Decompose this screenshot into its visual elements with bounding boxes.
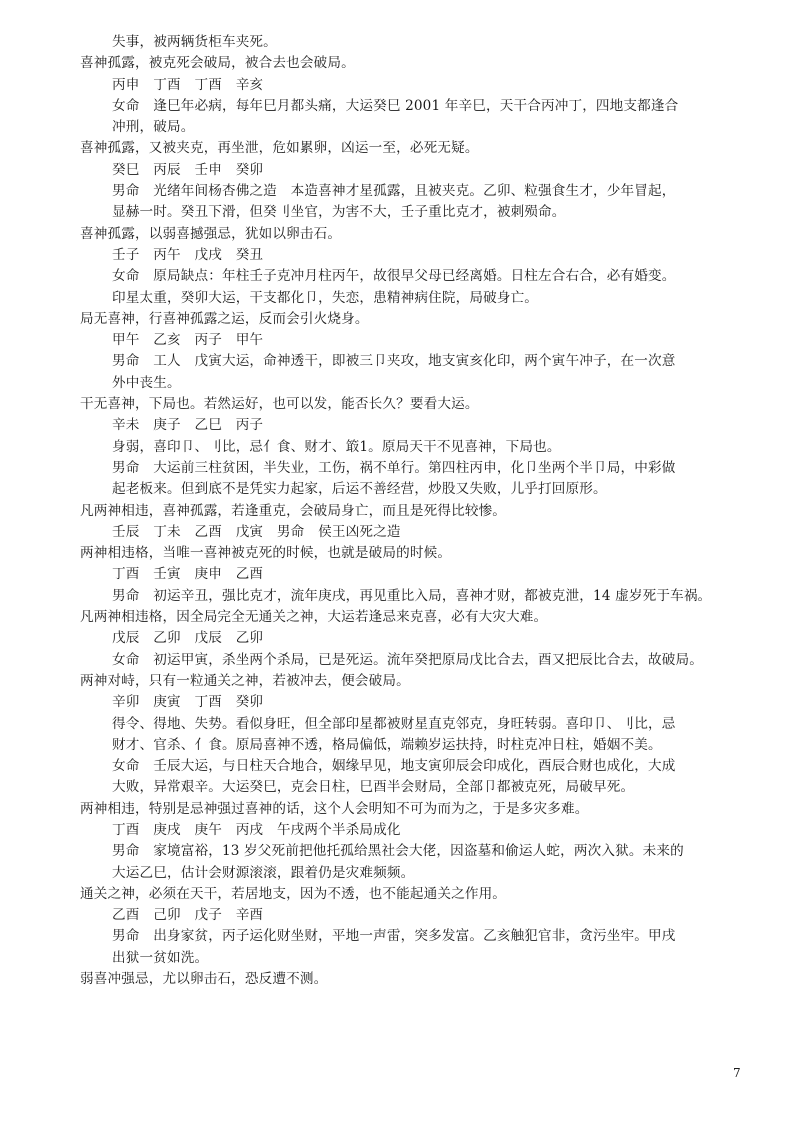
case-line: 男命 光绪年间杨杏佛之造 本造喜神才星孤露，且被夹克。乙卯、粒强食生才，少年冒起， bbox=[112, 183, 676, 200]
text-line: 失事，被两辆货柜车夹死。 bbox=[112, 34, 277, 50]
bazi-pillars-line: 辛未 庚子 乙巳 丙子 bbox=[112, 417, 264, 434]
text-line: 大运乙巳，估计会财源滚滚，跟着仍是灾难频频。 bbox=[112, 864, 415, 881]
bazi-pillars-line: 壬子 丙午 戊戌 癸丑 bbox=[112, 246, 264, 263]
case-line: 女命 初运甲寅，杀坐两个杀局，已是死运。流年癸把原局戊比合去，酉又把辰比合去，故破局。 bbox=[112, 651, 703, 668]
case-line: 女命 原局缺点：年柱壬子克冲月柱丙午，故很早父母已经离婚。日柱左合右合，必有婚变。 bbox=[112, 268, 676, 285]
principle-line: 弱喜冲强忌，尤以卵击石，恐反遭不测。 bbox=[80, 971, 328, 988]
principle-line: 两神相违格，当唯一喜神被克死的时候，也就是破局的时候。 bbox=[80, 545, 452, 562]
case-line: 男命 家境富裕，13 岁父死前把他托孤给黑社会大佬，因盗墓和偷运人蛇，两次入狱。未来的 bbox=[112, 843, 684, 860]
text-line: 财才、官杀、亻食。原局喜神不透，格局偏低，端赖岁运扶持，时柱克冲日柱，婚姻不美。 bbox=[112, 736, 662, 753]
principle-line: 两神对峙，只有一粒通关之神，若被冲去，便会破局。 bbox=[80, 672, 410, 689]
page-number: 7 bbox=[733, 1066, 741, 1080]
case-line: 男命 工人 戊寅大运，命神透干，即被三卩夹攻，地支寅亥化印，两个寅午冲子，在一次意 bbox=[112, 353, 676, 370]
case-line: 女命 壬辰大运，与日柱天合地合，姻缘早见，地支寅卯辰会印成化，酉辰合财也成化，大成 bbox=[112, 758, 676, 775]
principle-line: 通关之神，必须在天干，若居地支，因为不透，也不能起通关之作用。 bbox=[80, 885, 507, 902]
principle-line: 凡两神相违格，因全局完全无通关之神，大运若逢忌来克喜，必有大灾大难。 bbox=[80, 609, 548, 626]
text-line: 印星太重，癸卯大运，干支都化卩，失恋，患精神病住院，局破身亡。 bbox=[112, 289, 539, 306]
case-line: 女命 逢巳年必病，每年巳月都头痛，大运癸巳 2001 年辛巳，天干合丙冲丁，四地支都逢合 bbox=[112, 97, 679, 114]
principle-line: 局无喜神，行喜神孤露之运，反而会引火烧身。 bbox=[80, 310, 369, 327]
text-line: 冲刑，破局。 bbox=[112, 119, 195, 136]
bazi-pillars-line: 癸巳 丙辰 壬申 癸卯 bbox=[112, 161, 264, 178]
bazi-pillars-line: 戊辰 乙卯 戊辰 乙卯 bbox=[112, 630, 264, 647]
text-line: 出狱一贫如洗。 bbox=[112, 949, 209, 966]
principle-line: 两神相违，特别是忌神强过喜神的话，这个人会明知不可为而为之，于是多灾多难。 bbox=[80, 800, 589, 817]
case-line: 男命 出身家贫，丙子运化财坐财，平地一声雷，突多发富。乙亥触犯官非，贪污坐牢。甲戌 bbox=[112, 928, 676, 945]
case-line: 男命 大运前三柱贫困，半失业，工伤，祸不单行。第四柱丙申，化卩坐两个半卩局，中彩做 bbox=[112, 459, 676, 476]
text-line: 起老板来。但到底不是凭实力起家，后运不善经营，炒股又失败，儿乎打回原形。 bbox=[112, 481, 607, 498]
page-body bbox=[0, 32, 801, 990]
text-line: 外中丧生。 bbox=[112, 374, 181, 391]
text-line: 大败，异常艰辛。大运癸巳，克会日柱，巳酉半会财局，全部卩都被克死，局破早死。 bbox=[112, 779, 635, 796]
text-line: 显赫一时。癸丑下滑，但癸刂坐官，为害不大，壬子重比克才，被刺殒命。 bbox=[112, 204, 566, 221]
case-line: 男命 初运辛丑，强比克才，流年庚戌，再见重比入局，喜神才财，都被克泄，14 虚岁死于车祸。 bbox=[112, 587, 712, 604]
bazi-pillars-line: 丙申 丁酉 丁酉 辛亥 bbox=[112, 76, 264, 93]
bazi-pillars-line: 甲午 乙亥 丙子 甲午 bbox=[112, 332, 264, 349]
bazi-pillars-line: 丁酉 壬寅 庚申 乙酉 bbox=[112, 566, 264, 583]
bazi-pillars-line: 丁酉 庚戌 庚午 丙戌 午戌两个半杀局成化 bbox=[112, 821, 401, 838]
bazi-pillars-line: 乙酉 己卯 戊子 辛酉 bbox=[112, 907, 264, 924]
text-line: 得令、得地、失势。看似身旺，但全部印星都被财星直克邻克，身旺转弱。喜印卩、刂比，忌 bbox=[112, 715, 676, 732]
principle-line: 干无喜神，下局也。若然运好，也可以发，能否长久？要看大运。 bbox=[80, 396, 479, 413]
principle-line: 喜神孤露，被克死会破局，被合去也会破局。 bbox=[80, 55, 355, 72]
text-line: 身弱，喜印卩、刂比，忌亻食、财才、箃1。原局天干不见喜神，下局也。 bbox=[112, 438, 561, 455]
principle-line: 喜神孤露，以弱喜撼强忌，犹如以卵击石。 bbox=[80, 225, 342, 242]
principle-line: 喜神孤露，又被夹克，再坐泄，危如累卵，凶运一至，必死无疑。 bbox=[80, 140, 479, 157]
bazi-pillars-line: 辛卯 庚寅 丁酉 癸卯 bbox=[112, 694, 264, 711]
principle-line: 凡两神相违，喜神孤露，若逢重克，会破局身亡，而且是死得比较惨。 bbox=[80, 502, 507, 519]
bazi-pillars-line: 壬辰 丁未 乙酉 戊寅 男命 侯王凶死之造 bbox=[112, 523, 401, 540]
